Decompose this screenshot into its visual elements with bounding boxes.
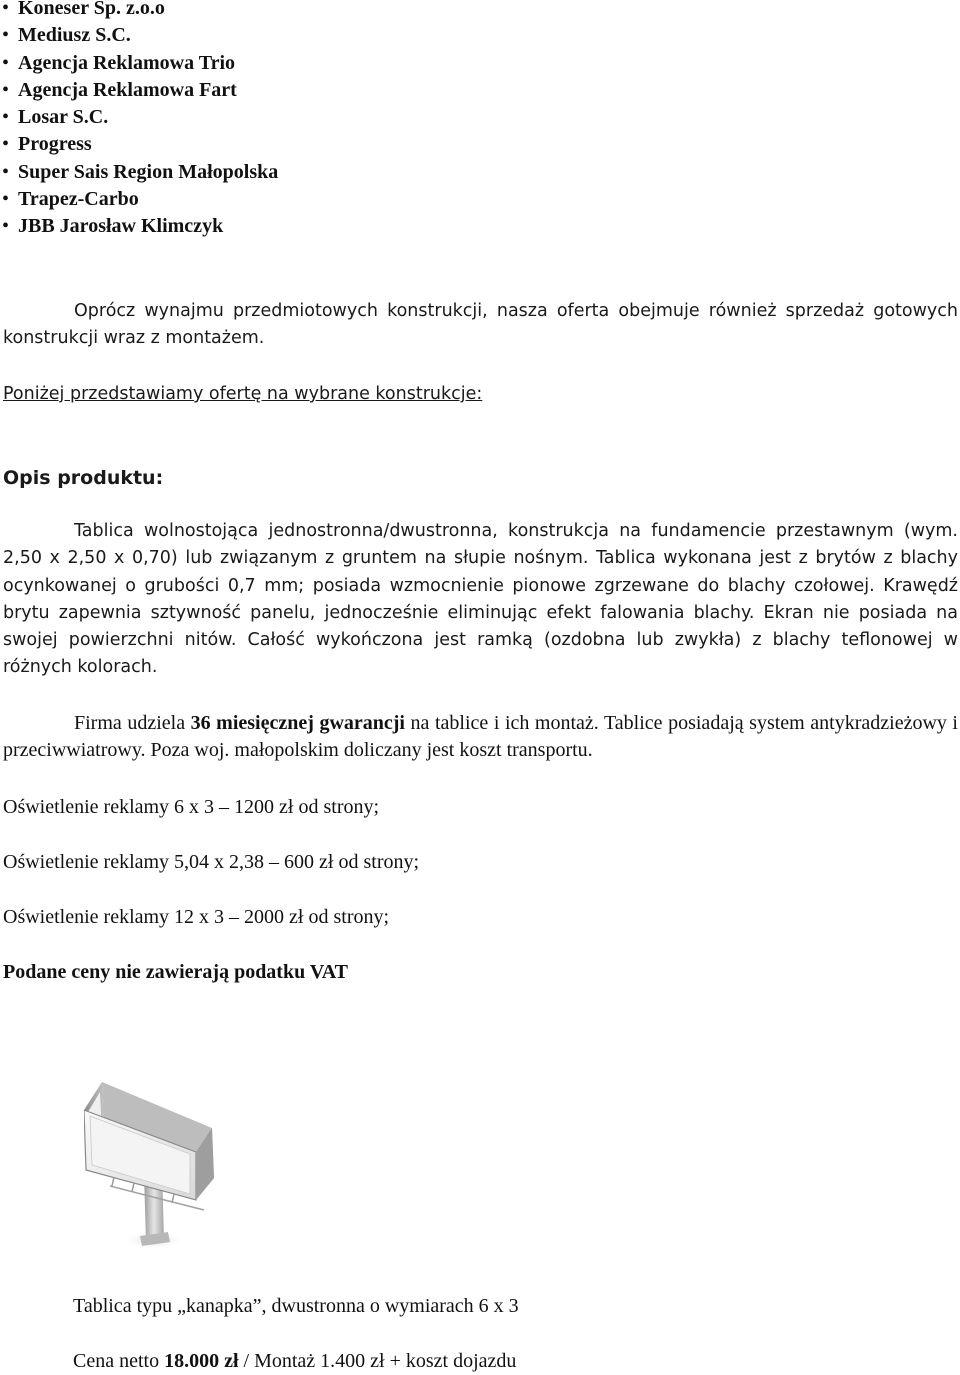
list-item: • Progress	[2, 133, 92, 156]
billboard-image	[84, 1082, 220, 1252]
price-highlight: 18.000 zł	[164, 1350, 239, 1372]
list-item: • Agencja Reklamowa Trio	[2, 51, 236, 74]
list-item: • Losar S.C.	[2, 106, 109, 129]
product-price: Cena netto 18.000 zł / Montaż 1.400 zł + koszt dojazdu	[73, 1350, 517, 1372]
list-item: • JBB Jarosław Klimczyk	[2, 215, 224, 238]
product-caption: Tablica typu „kanapka”, dwustronna o wymiarach 6 x 3	[73, 1295, 519, 1317]
client-list	[2, 0, 278, 241]
list-item: • Trapez-Carbo	[2, 188, 139, 211]
lighting-price-1: Oświetlenie reklamy 6 x 3 – 1200 zł od strony;	[3, 796, 380, 818]
list-item: • Mediusz S.C.	[2, 24, 131, 47]
lighting-price-2: Oświetlenie reklamy 5,04 x 2,38 – 600 zł od strony;	[3, 851, 420, 873]
vat-note: Podane ceny nie zawierają podatku VAT	[3, 961, 349, 983]
warranty-highlight: 36 miesięcznej gwarancji	[190, 712, 405, 734]
list-item: • Agencja Reklamowa Fart	[2, 78, 237, 101]
list-item: • Super Sais Region Małopolska	[2, 160, 279, 183]
product-description-label: Opis produktu:	[3, 467, 164, 489]
warranty-paragraph: Firma udziela 36 miesięcznej gwarancji na tablice i ich montaż. Tablice posiadają system antykradzieżowy i przeciwwiatrowy. Poza woj. małopolskim doliczany jest koszt transportu.	[3, 712, 958, 761]
intro-paragraph: Oprócz wynajmu przedmiotowych konstrukcji, nasza oferta obejmuje również sprzedaż gotowych konstrukcji wraz z montażem.	[3, 301, 958, 348]
list-item: • Koneser Sp. z.o.o	[2, 0, 165, 19]
product-description-text: Tablica wolnostojąca jednostronna/dwustronna, konstrukcja na fundamencie przestawnym (wym. 2,50 x 2,50 x 0,70) lub związanym z gruntem na słupie nośnym. Tablica wykonana jest z brytów z blachy ocynkowanej o grubości 0,7 mm; posiada wzmocnienie pionowe zgrzewane do blachy czołowej. Krawędź brytu zapewnia sztywność panelu, jednocześnie eliminując efekt falowania blachy. Ekran nie posiada na swojej powierzchni nitów. Całość wykończona jest ramką (ozdobna lub zwykła) z blachy teflonowej w różnych kolorach.	[3, 521, 958, 678]
lighting-price-3: Oświetlenie reklamy 12 x 3 – 2000 zł od strony;	[3, 906, 390, 928]
offer-heading-link[interactable]: Poniżej przedstawiamy ofertę na wybrane konstrukcje:	[3, 384, 483, 404]
